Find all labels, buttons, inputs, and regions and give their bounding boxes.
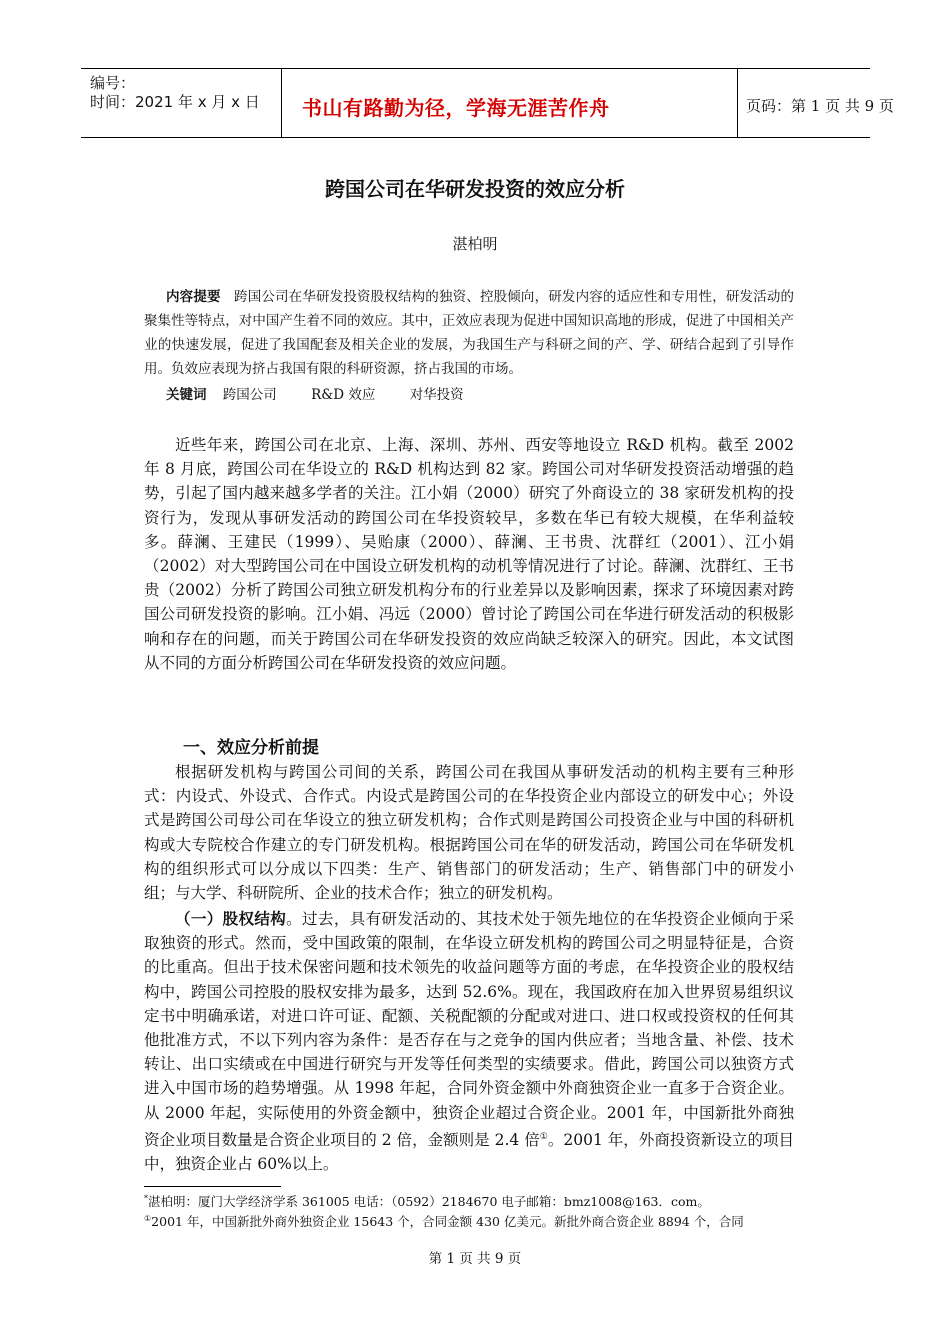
subsection-lead: （一）股权结构 (175, 910, 287, 928)
footnote-divider (144, 1186, 281, 1187)
header-page-cell (737, 69, 894, 137)
paragraph-text: 。过去，具有研发活动的、其技术处于领先地位的在华投资企业倾向于采取独资的形式。然而，受中国政策的限制，在华设立研发机构的跨国公司之明显特征是，合资的比重高。但出于技术保密问题和技术领先的收益问题等方面的考虑，在华投资企业的股权结构中，跨国公司控股的股权安排为最多，达到 52.6%。现在，我国政府在加入世界贸易组织议定书中明确承诺，对进口许可证、配额、关税配额的分配或对进口、进口权或投资权的任何其他批准方式，不以下列内容为条件：是否存在与之竞争的国内供应者；当地含量、补偿、技术转让、出口实绩或在中国进行研究与开发等任何类型的实绩要求。借此，跨国公司以独资方式进入中国市场的趋势增强。从 1998 年起，合同外资金额中外商独资企业一直多于合资企业。从 2000 年起，实际使用的外资金额中，独资企业超过合资企业。2001 年，中国新批外商独资企业项目数量是合资企业项目的 2 倍，金额则是 2.4 倍 (144, 910, 794, 1149)
body-paragraph: 根据研发机构与跨国公司间的关系，跨国公司在我国从事研发活动的机构主要有三种形式：内设式、外设式、合作式。内设式是跨国公司的在华投资企业内部设立的研发中心；外设式是跨国公司母公司在华设立的独立研发机构；合作式则是跨国公司投资企业与中国的科研机构或大专院校合作建立的专门研发机构。根据跨国公司在华的研发活动，跨国公司在华研发机构的组织形式可以分成以下四类：生产、销售部门的研发活动；生产、销售部门中的研发小组；与大学、科研院所、企业的技术合作；独立的研发机构。 (144, 763, 794, 903)
footnote-reference[interactable]: ① (539, 1131, 548, 1142)
footnote-text: 湛柏明：厦门大学经济学系 361005 电话：（0592）2184670 电子邮箱：bmz1008@163．com。 (148, 1194, 710, 1209)
intro-paragraph: 近些年来，跨国公司在北京、上海、深圳、苏州、西安等地设立 R&D 机构。截至 2002 年 8 月底，跨国公司在华设立的 R&D 机构达到 82 家。跨国公司对华研发投资活动增强的趋势，引起了国内越来越多学者的关注。江小娟（2000）研究了外商设立的 38 家研发机构的投资行为，发现从事研发活动的跨国公司在华投资较早，多数在华已有较大规模，在华利益较多。薛澜、王建民（1999）、吴贻康（2000）、薛澜、王书贵、沈群红（2001）、江小娟（2002）对大型跨国公司在中国设立研发机构的动机等情况进行了讨论。薛澜、沈群红、王书贵（2002）分析了跨国公司独立研发机构分布的行业差异以及影响因素，探求了环境因素对跨国公司研发投资的影响。江小娟、冯远（2000）曾讨论了跨国公司在华进行研发活动的积极影响和存在的问题，而关于跨国公司在华研发投资的效应尚缺乏较深入的研究。因此，本文试图从不同的方面分析跨国公司在华研发投资的效应问题。 (144, 436, 794, 672)
header-page-number: 页码：第 1 页 共 9 页 (746, 97, 894, 115)
paragraph-text-tail: 。2001 年，外商投资新设立的项目中，独资企业占 60%以上。 (144, 1130, 794, 1174)
body-paragraph-ownership (144, 907, 794, 1176)
footnote-marker: ① (144, 1213, 152, 1223)
keywords-line (166, 383, 494, 403)
footnote-author (144, 1192, 804, 1210)
header-info-cell (81, 69, 281, 137)
document-number: 编号： (90, 74, 136, 92)
abstract-text: 跨国公司在华研发投资股权结构的独资、控股倾向，研发内容的适应性和专用性，研发活动的聚集性等特点，对中国产生着不同的效应。其中，正效应表现为促进中国知识高地的形成，促进了中国相关产业的快速发展，促进了我国配套及相关企业的发展，为我国生产与科研之间的产、学、研结合起到了引导作用。负效应表现为挤占我国有限的科研资源，挤占我国的市场。 (144, 289, 795, 377)
header-table (81, 68, 894, 138)
header-motto-cell (281, 69, 738, 137)
keyword-item: 对华投资 (409, 387, 464, 403)
article-author: 湛柏明 (452, 235, 498, 253)
section-heading: 一、效应分析前提 (183, 738, 319, 758)
abstract-label: 内容提要 (166, 289, 221, 305)
abstract-block (144, 285, 794, 381)
keyword-item: R&D 效应 (311, 387, 376, 403)
document-date: 时间：2021 年 x 月 x 日 (90, 93, 260, 111)
header-motto: 书山有路勤为径，学海无涯苦作舟 (302, 96, 610, 120)
article-title: 跨国公司在华研发投资的效应分析 (325, 177, 625, 201)
footnote-data (144, 1212, 804, 1230)
keywords-label: 关键词 (166, 387, 207, 403)
footnote-marker: * (144, 1193, 148, 1203)
page-footer: 第 1 页 共 9 页 (428, 1251, 522, 1267)
keyword-item: 跨国公司 (222, 387, 277, 403)
footnote-text: 2001 年，中国新批外商外独资企业 15643 个，合同金额 430 亿美元。新批外商合资企业 8894 个，合同 (151, 1214, 744, 1229)
